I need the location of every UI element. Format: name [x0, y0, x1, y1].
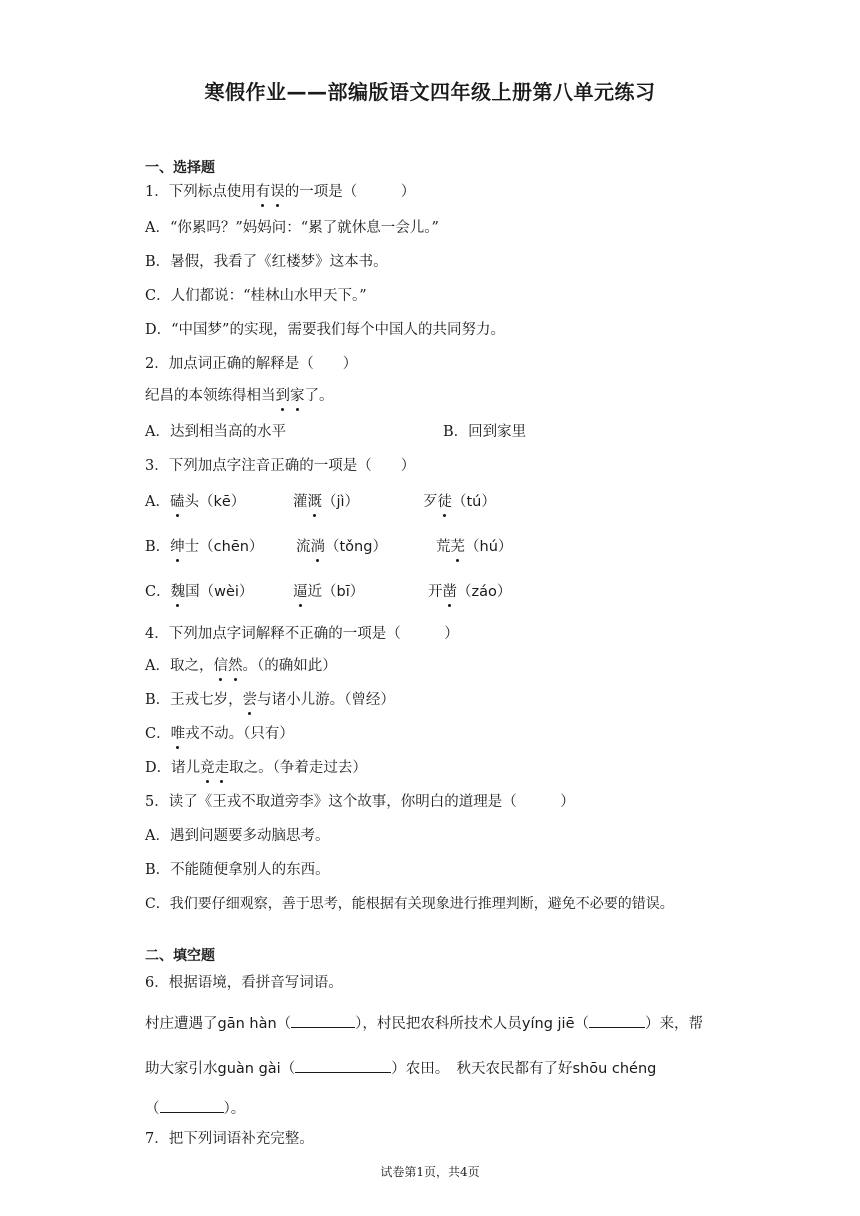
section-heading-choice: 一、选择题 [145, 160, 215, 176]
page-footer: 试卷第1页，共4页 [380, 1165, 480, 1179]
pinyin-guan-gai: guàn gài [217, 1061, 281, 1077]
answer-blank-3[interactable] [295, 1058, 391, 1073]
question-2-option-b: B．回到家里 [443, 424, 527, 440]
question-4-option-c: C．唯戎不动。（只有） [145, 726, 294, 742]
pinyin-shou-cheng: shōu chéng [572, 1061, 657, 1077]
question-1-option-c: C．人们都说：“桂林山水甲天下。” [145, 288, 367, 304]
question-5-option-b: B．不能随便拿别人的东西。 [145, 862, 330, 878]
question-5-option-a: A．遇到问题要多动脑思考。 [145, 828, 330, 844]
question-4-option-a: A．取之，信然。（的确如此） [145, 658, 337, 674]
question-4-option-d: D．诸儿竞走取之。（争着走过去） [145, 760, 367, 776]
question-6-line-2: 助大家引水guàn gài（ ）农田。 秋天农民都有了好shōu chéng [145, 1058, 656, 1079]
question-5-option-c: C．我们要仔细观察，善于思考，能根据有关现象进行推理判断，避免不必要的错误。 [145, 896, 674, 912]
pinyin-gan-han: gān hàn [217, 1016, 277, 1032]
answer-blank-2[interactable] [589, 1013, 645, 1028]
question-2-sentence: 纪昌的本领练得相当到家了。 [145, 388, 334, 404]
page-title: 寒假作业——部编版语文四年级上册第八单元练习 [204, 80, 656, 104]
question-2-stem: 2．加点词正确的解释是（ ） [145, 356, 358, 372]
question-1-option-a: A．“你累吗？”妈妈问：“累了就休息一会儿。” [145, 220, 439, 236]
question-5-stem: 5．读了《王戎不取道旁李》这个故事，你明白的道理是（ ） [145, 794, 575, 810]
question-4-option-b: B．王戎七岁，尝与诸小儿游。（曾经） [145, 692, 395, 708]
question-2-option-a: A．达到相当高的水平 [145, 424, 286, 440]
question-7-stem: 7．把下列词语补充完整。 [145, 1131, 314, 1147]
question-1-option-b: B．暑假，我看了《红楼梦》这本书。 [145, 254, 388, 270]
question-3-option-b: B．绅士（chēn） 流淌（tǒng） 荒芜（hú） [145, 539, 513, 555]
question-4-stem: 4．下列加点字词解释不正确的一项是（ ） [145, 626, 459, 642]
question-1-stem: 1．下列标点使用有误的一项是（ ） [145, 184, 416, 200]
question-3-option-a: A．磕头（kē） 灌溉（jì） 歹徒（tú） [145, 494, 496, 510]
question-1-option-d: D．“中国梦”的实现，需要我们每个中国人的共同努力。 [145, 322, 505, 338]
answer-blank-4[interactable] [160, 1098, 224, 1113]
question-6-line-3: （ ）。 [145, 1098, 245, 1119]
section-heading-fill: 二、填空题 [145, 948, 215, 964]
question-6-stem: 6．根据语境，看拼音写词语。 [145, 975, 343, 991]
pinyin-ying-jie: yíng jiē [521, 1016, 575, 1032]
answer-blank-1[interactable] [291, 1013, 355, 1028]
question-6-line-1: 村庄遭遇了gān hàn（ ），村民把农科所技术人员yíng jiē（ ）来，帮 [145, 1013, 703, 1034]
question-3-option-c: C．魏国（wèi） 逼近（bī） 开凿（záo） [145, 584, 512, 600]
question-3-stem: 3．下列加点字注音正确的一项是（ ） [145, 458, 416, 474]
